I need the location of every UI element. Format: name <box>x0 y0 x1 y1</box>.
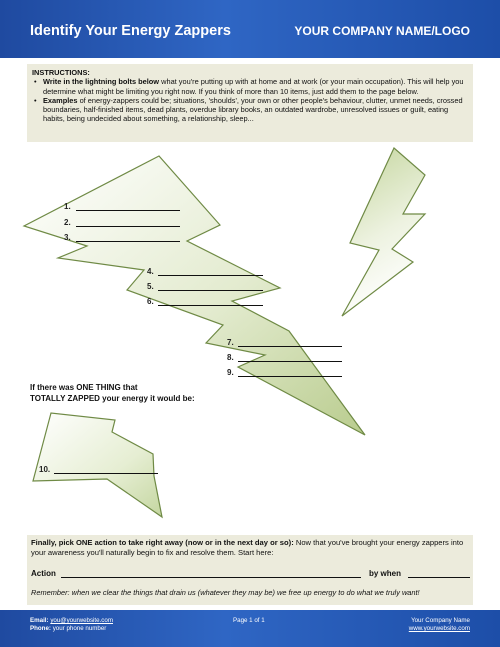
item-number-10: 10. <box>39 465 51 474</box>
item-line-1[interactable] <box>76 210 180 211</box>
item-line-3[interactable] <box>76 241 180 242</box>
phone-number: your phone number <box>52 625 107 632</box>
item-line-8[interactable] <box>238 361 342 362</box>
company-logo-text: YOUR COMPANY NAME/LOGO <box>294 24 470 38</box>
website-link[interactable]: www.yourwebsite.com <box>408 625 470 632</box>
page-title: Identify Your Energy Zappers <box>30 23 231 39</box>
one-thing-prompt-line2: TOTALLY ZAPPED your energy it would be: <box>30 394 195 403</box>
item-number-1: 1. <box>64 202 71 211</box>
instructions-title: INSTRUCTIONS: <box>32 68 90 77</box>
email-link[interactable]: you@yourwebsite.com <box>50 617 113 624</box>
item-number-2: 2. <box>64 218 71 227</box>
item-number-6: 6. <box>147 297 154 306</box>
footer-contact <box>30 617 113 633</box>
footer-company <box>409 617 470 633</box>
item-line-7[interactable] <box>238 346 342 347</box>
remember-note: Remember: when we clear the things that drain us (whatever they may be) we free up energy to do what we truly want! <box>31 588 420 597</box>
item-line-9[interactable] <box>238 376 342 377</box>
instructions-item-text: what you're putting up with at home and at work (or your main occupation). This will help you determine what might be limiting you right now. If you think of more than 10 items, just add them to the page below. <box>43 77 464 96</box>
item-number-7: 7. <box>227 338 234 347</box>
item-number-5: 5. <box>147 282 154 291</box>
item-line-6[interactable] <box>158 305 263 306</box>
one-thing-prompt-line1: If there was ONE THING that <box>30 383 138 392</box>
instructions-item-bold: Examples <box>43 95 78 105</box>
item-line-2[interactable] <box>76 226 180 227</box>
item-number-9: 9. <box>227 368 234 377</box>
item-number-4: 4. <box>147 267 154 276</box>
one-thing-prompt <box>30 382 195 404</box>
action-intro <box>31 538 467 558</box>
action-label: Action <box>31 569 56 578</box>
item-line-10[interactable] <box>54 473 158 474</box>
by-when-line[interactable] <box>408 577 470 578</box>
action-line[interactable] <box>61 577 361 578</box>
action-intro-bold: Finally, pick ONE action to take right away (now or in the next day or so): <box>31 538 294 547</box>
instructions-item-text: of energy-zappers could be; situations, 'shoulds', your own or other people's behaviour, clutter, unmet needs, crossed boundaries, half-finished items, dead plants, overdue library books, an outdated wardrobe, unresolved issues or guilt, eating habits, being undecided about something, a relationship, sleep... <box>43 95 463 124</box>
by-when-label: by when <box>369 569 402 578</box>
page-footer <box>0 610 500 647</box>
lightning-bolt-right-icon[interactable] <box>342 148 425 316</box>
page-number: Page 1 of 1 <box>233 617 265 624</box>
footer-company-name: Your Company Name <box>411 617 470 624</box>
item-line-5[interactable] <box>158 290 263 291</box>
lightning-bolt-small-icon[interactable] <box>33 413 162 517</box>
action-panel <box>27 535 473 605</box>
phone-label: Phone: <box>30 625 51 632</box>
item-line-4[interactable] <box>158 275 263 276</box>
action-intro-text: Now that you've brought your energy zappers into your awareness you'll naturally begin to fix and resolve them. Start here: <box>31 538 464 557</box>
email-label: Email: <box>30 617 49 624</box>
instructions-item-bold: Write in the lightning bolts below <box>43 77 160 87</box>
item-number-8: 8. <box>227 353 234 362</box>
item-number-3: 3. <box>64 233 71 242</box>
